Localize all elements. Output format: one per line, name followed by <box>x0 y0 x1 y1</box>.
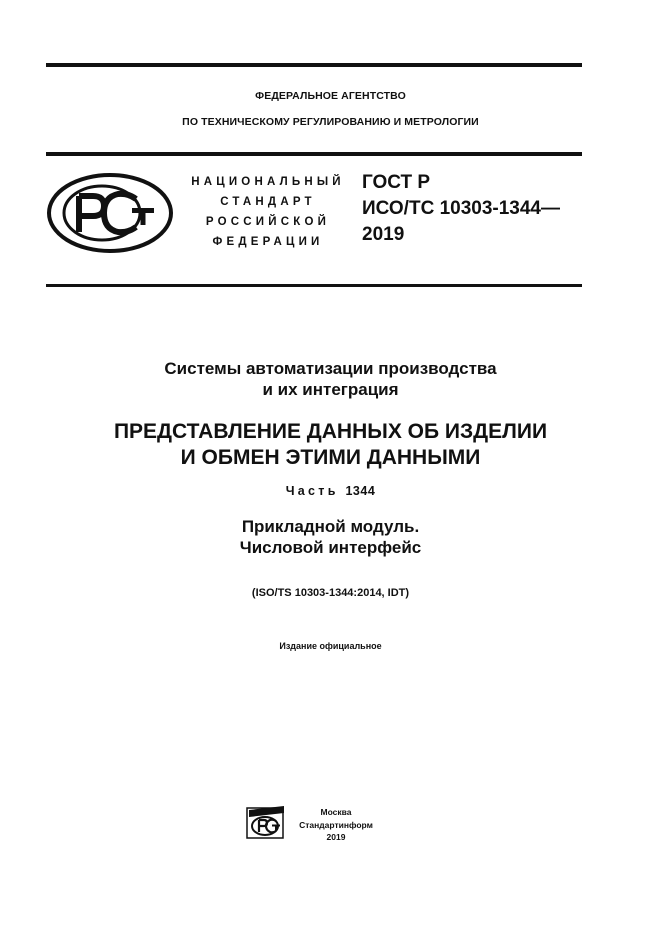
standartinform-logo-icon <box>246 805 286 839</box>
bottom-rule <box>46 284 582 287</box>
middle-rule <box>46 152 582 156</box>
national-line-1: НАЦИОНАЛЬНЫЙ <box>191 176 345 188</box>
main-title-line2: И ОБМЕН ЭТИМИ ДАННЫМИ <box>180 446 481 469</box>
designation-line-3: 2019 <box>362 224 405 245</box>
national-line-3: РОССИЙСКОЙ <box>205 216 331 228</box>
series-title-line2: и их интеграция <box>262 380 399 399</box>
standard-designation <box>362 170 560 248</box>
agency-name-line2: ПО ТЕХНИЧЕСКОМУ РЕГУЛИРОВАНИЮ И МЕТРОЛОГИИ <box>182 116 479 128</box>
module-title-line2: Числовой интерфейс <box>239 538 422 557</box>
top-rule <box>46 63 582 67</box>
part-number: 1344 <box>345 484 376 498</box>
series-title-line1: Системы автоматизации производства <box>164 359 497 378</box>
national-line-2: СТАНДАРТ <box>220 196 316 208</box>
edition-label: Издание официальное <box>279 641 382 651</box>
part-label <box>0 484 661 498</box>
module-title-line1: Прикладной модуль. <box>241 517 420 536</box>
main-title-line1: ПРЕДСТАВЛЕНИЕ ДАННЫХ ОБ ИЗДЕЛИИ <box>113 420 548 443</box>
publisher-city: Москва <box>320 807 352 817</box>
national-line-4: ФЕДЕРАЦИИ <box>212 236 324 248</box>
agency-name-line1: ФЕДЕРАЛЬНОЕ АГЕНТСТВО <box>255 90 406 102</box>
publisher-year: 2019 <box>326 832 346 842</box>
iso-reference: (ISO/TS 10303-1344:2014, IDT) <box>251 587 410 599</box>
national-standard-label <box>180 172 356 252</box>
designation-line-2: ИСО/ТС 10303-1344— <box>362 198 560 219</box>
publisher-name: Стандартинформ <box>299 819 373 830</box>
gost-r-conformity-mark-icon <box>46 172 174 254</box>
designation-line-1: ГОСТ Р <box>362 172 431 193</box>
publisher-info <box>293 806 379 844</box>
part-word: Часть <box>285 484 339 498</box>
